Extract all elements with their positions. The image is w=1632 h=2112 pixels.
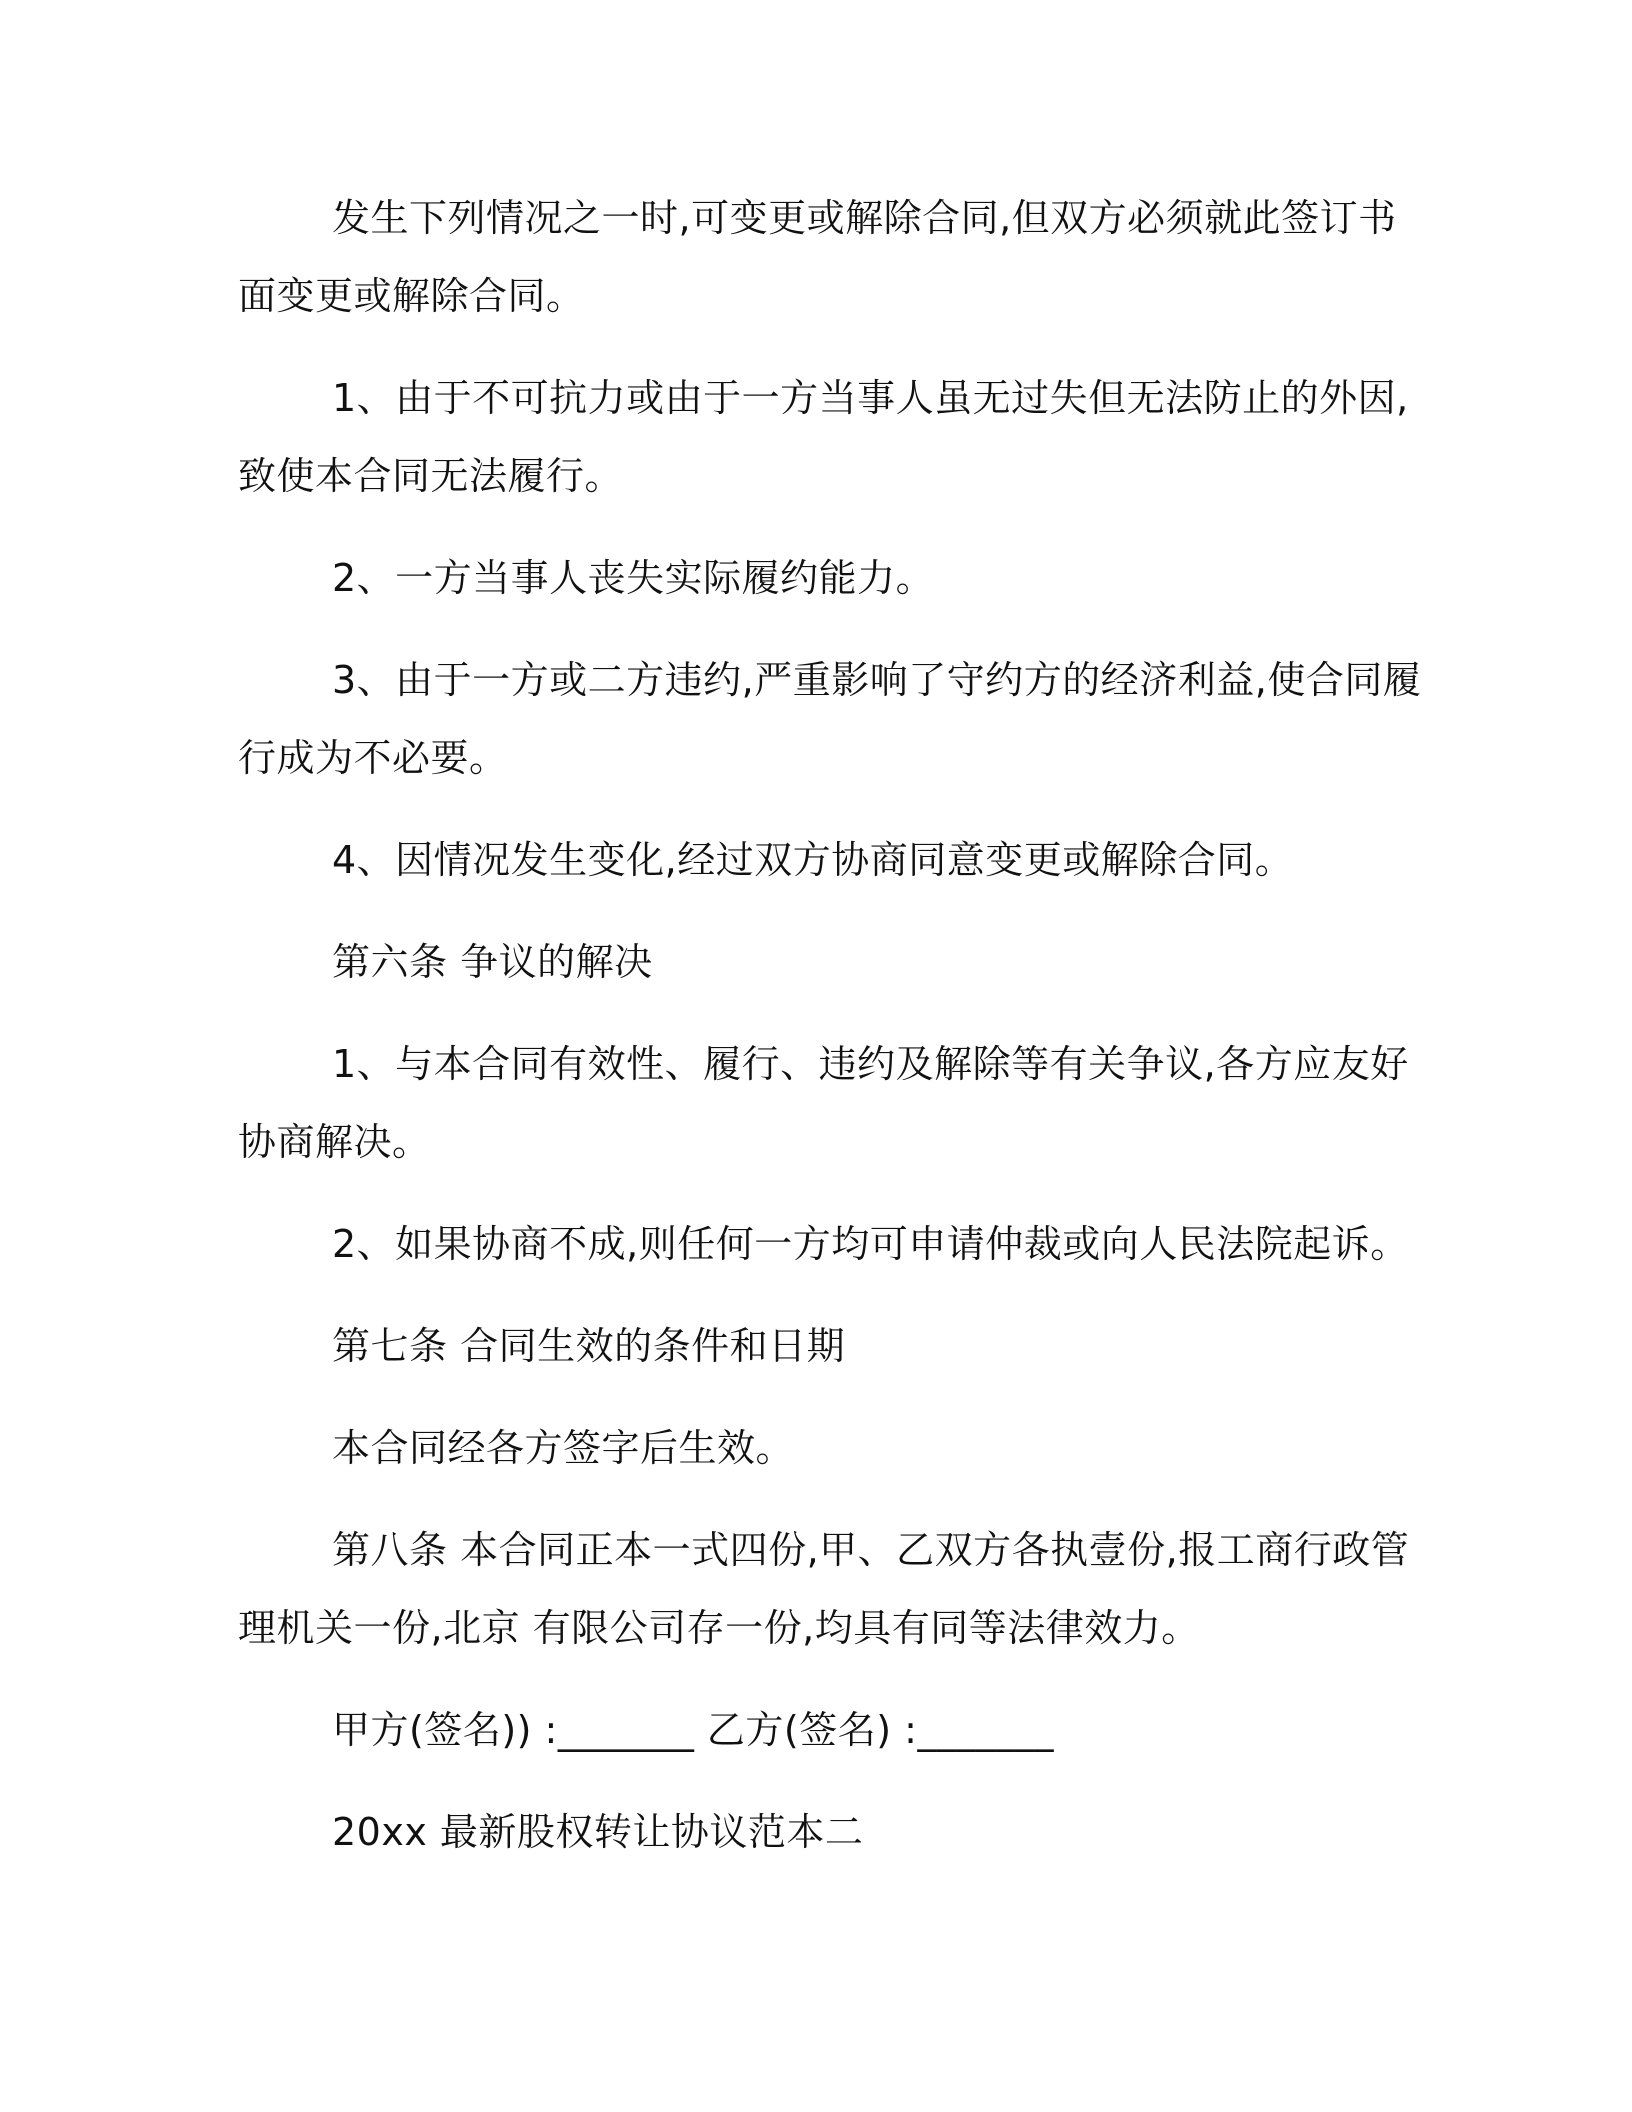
clause-item-2: 2、一方当事人丧失实际履约能力。 bbox=[332, 556, 935, 600]
section-heading-article-7: 第七条 合同生效的条件和日期 bbox=[332, 1324, 846, 1368]
clause-item-1-line-2: 致使本合同无法履行。 bbox=[238, 454, 624, 498]
clause-item-1-line-1: 1、由于不可抗力或由于一方当事人虽无过失但无法防止的外因, bbox=[332, 376, 1409, 420]
dispute-item-2: 2、如果协商不成,则任何一方均可申请仲裁或向人民法院起诉。 bbox=[332, 1222, 1409, 1266]
signature-line: 甲方(签名)) :_______ 乙方(签名) :_______ bbox=[332, 1708, 1054, 1752]
next-document-title: 20xx 最新股权转让协议范本二 bbox=[332, 1810, 864, 1854]
article-8-line-1: 第八条 本合同正本一式四份,甲、乙双方各执壹份,报工商行政管 bbox=[332, 1528, 1410, 1572]
dispute-item-1-line-2: 协商解决。 bbox=[238, 1120, 431, 1164]
dispute-item-1-line-1: 1、与本合同有效性、履行、违约及解除等有关争议,各方应友好 bbox=[332, 1042, 1409, 1086]
effective-clause: 本合同经各方签字后生效。 bbox=[332, 1426, 795, 1470]
article-8-line-2: 理机关一份,北京 有限公司存一份,均具有同等法律效力。 bbox=[238, 1606, 1200, 1650]
paragraph-intro-line-1: 发生下列情况之一时,可变更或解除合同,但双方必须就此签订书 bbox=[332, 196, 1397, 240]
clause-item-4: 4、因情况发生变化,经过双方协商同意变更或解除合同。 bbox=[332, 838, 1294, 882]
paragraph-intro-line-2: 面变更或解除合同。 bbox=[238, 274, 585, 318]
clause-item-3-line-2: 行成为不必要。 bbox=[238, 736, 508, 780]
section-heading-article-6: 第六条 争议的解决 bbox=[332, 940, 653, 984]
clause-item-3-line-1: 3、由于一方或二方违约,严重影响了守约方的经济利益,使合同履 bbox=[332, 658, 1422, 702]
